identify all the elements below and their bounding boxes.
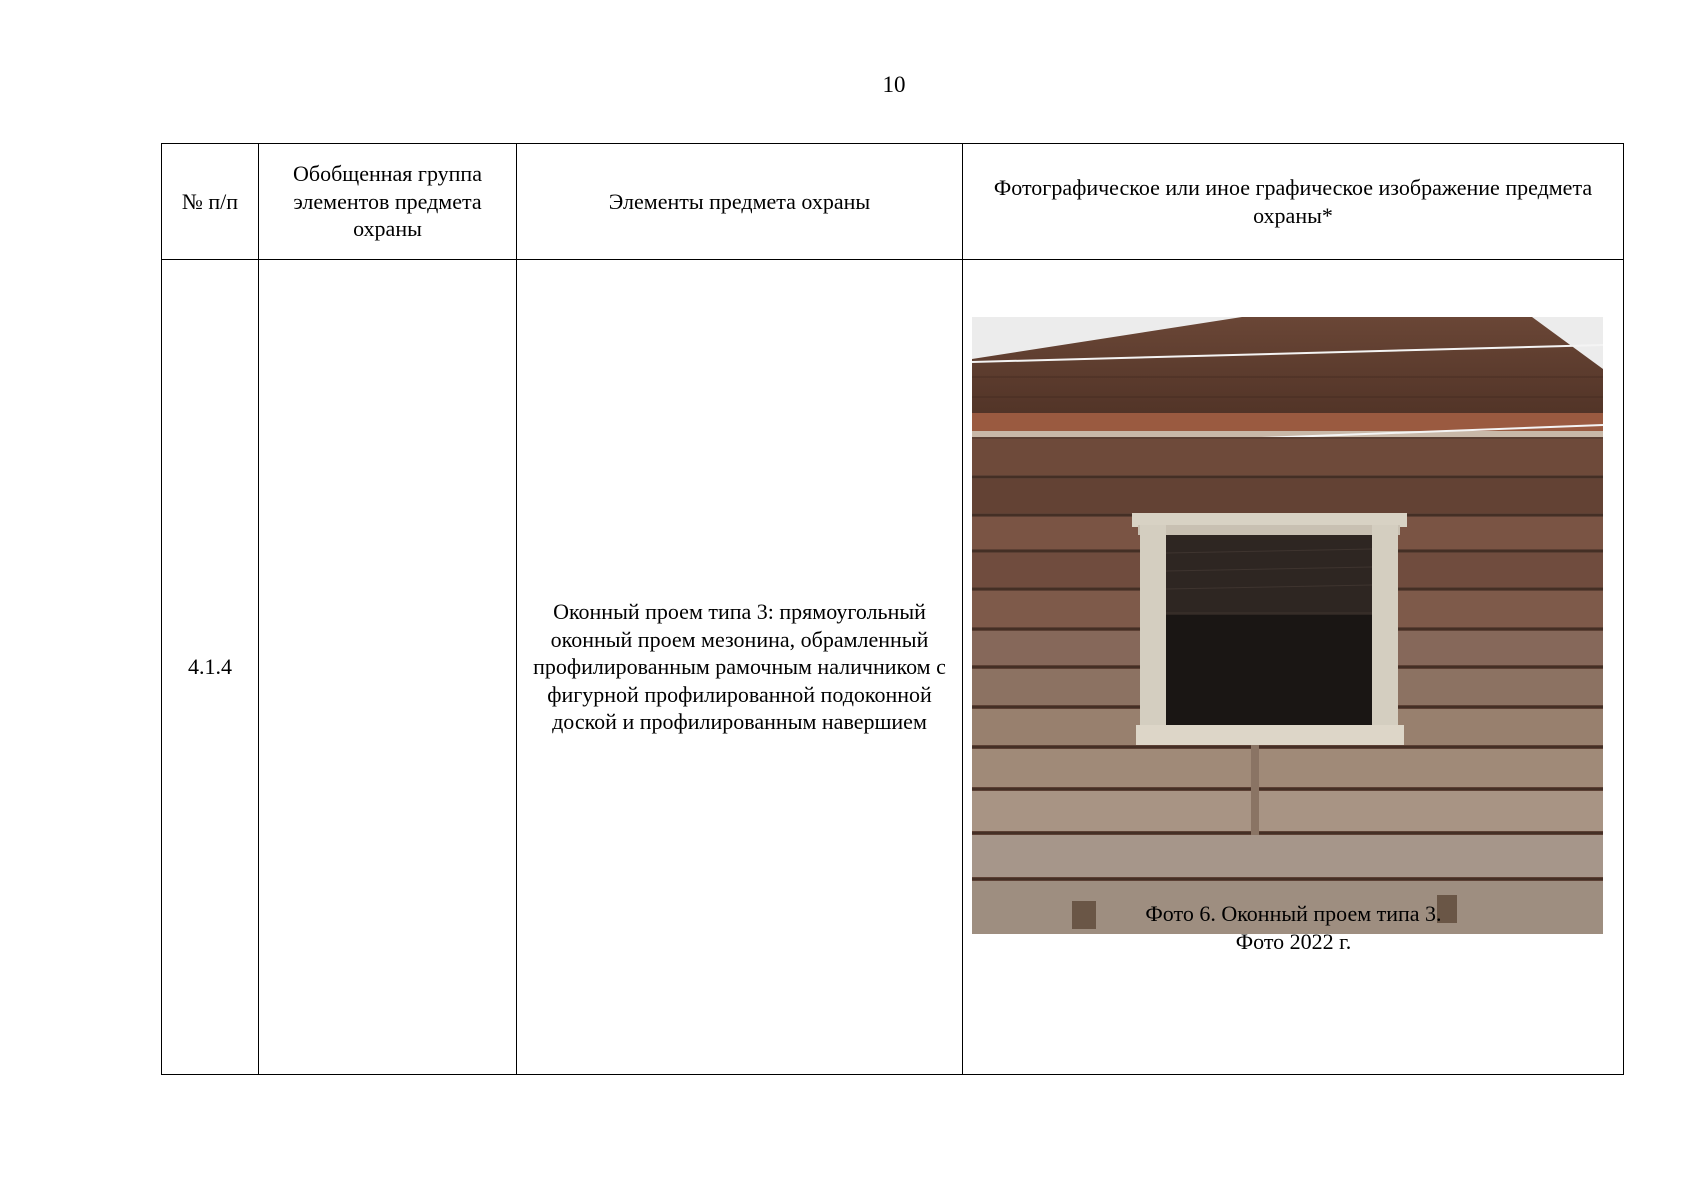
page-number: 10 [882,72,906,97]
table-row [162,260,1624,1075]
window-photo [972,317,1603,934]
header-image: Фотографическое или иное графическое изображение предмета охраны* [963,144,1624,260]
row-photo-cell [963,260,1624,1075]
photo-caption-line2: Фото 2022 г. [1235,928,1352,954]
photo-caption [963,900,1624,955]
photo-caption-line1: Фото 6. Оконный проем типа 3. [1145,901,1442,926]
element-description: Оконный проем типа 3: прямоугольный оконный проем мезонина, обрамленный профилированным рамочным наличником с фигурной профилированной подоконной доской и профилированным навершием [533,599,946,735]
header-number: № п/п [162,144,259,260]
row-element-cell [517,260,963,1075]
header-group: Обобщенная группа элементов предмета охраны [259,144,517,260]
protection-subject-table [161,143,1624,1075]
table-header-row [162,144,1624,260]
header-elements: Элементы предмета охраны [517,144,963,260]
row-number-cell: 4.1.4 [162,260,259,1075]
row-group-cell [259,260,517,1075]
